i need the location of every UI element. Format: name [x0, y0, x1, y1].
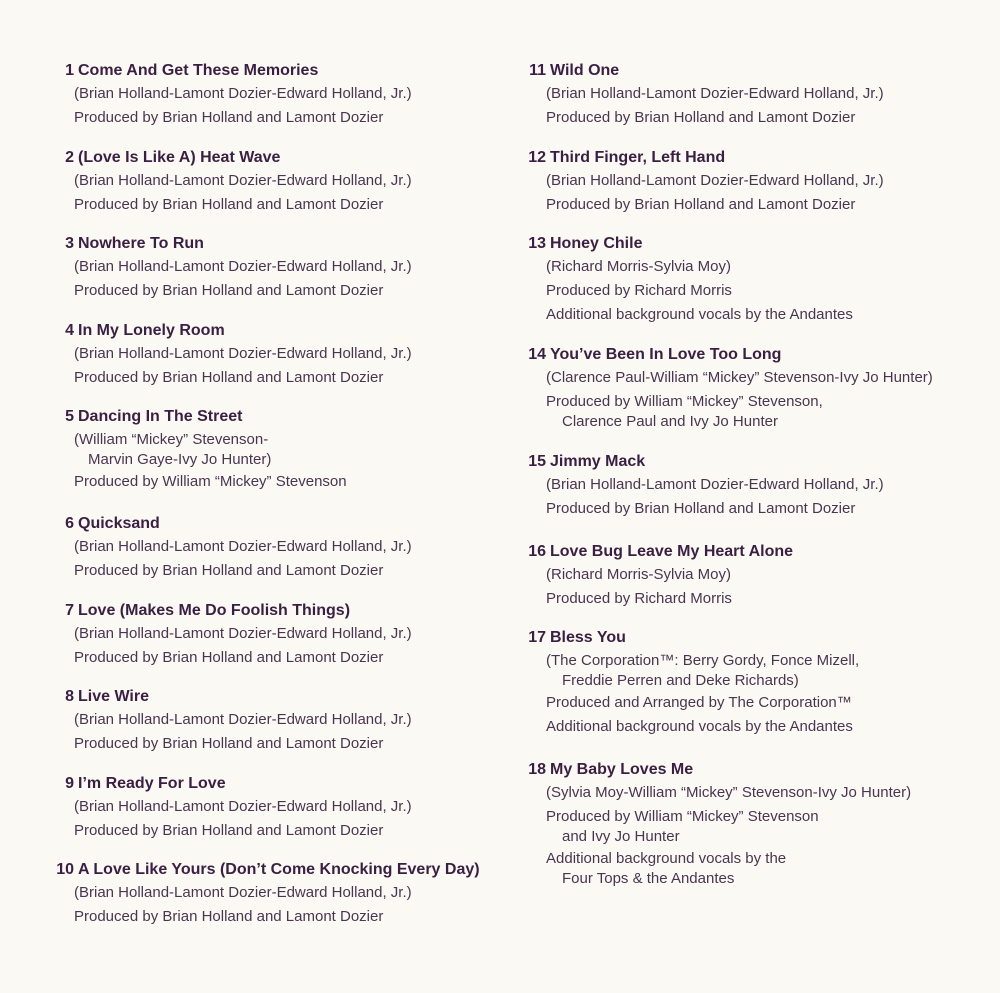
- track-writers: (Brian Holland-Lamont Dozier-Edward Holland, Jr.): [74, 711, 412, 728]
- track-title: Live Wire: [78, 688, 149, 705]
- track-writers: (Brian Holland-Lamont Dozier-Edward Holland, Jr.): [546, 171, 884, 189]
- track-entry: [44, 320, 494, 407]
- track-entry: [514, 233, 984, 344]
- track-producer: Produced by Brian Holland and Lamont Dozier: [74, 821, 384, 839]
- track-number: 9: [65, 774, 74, 792]
- track-entry: [44, 859, 494, 946]
- track-producer: Produced by Brian Holland and Lamont Dozier: [74, 282, 384, 299]
- track-producer: Produced by Brian Holland and Lamont Dozier: [546, 109, 856, 126]
- track-title-line: [514, 344, 984, 366]
- track-producer: Produced by Brian Holland and Lamont Dozier: [74, 195, 384, 213]
- track-title: In My Lonely Room: [78, 321, 225, 339]
- track-number: 10: [56, 861, 74, 878]
- track-list-left: [44, 60, 494, 946]
- track-producer: Produced by William “Mickey” Stevenson: [74, 473, 347, 490]
- track-title: Bless You: [550, 629, 626, 646]
- track-number: 1: [65, 62, 74, 79]
- track-writers: (Richard Morris-Sylvia Moy): [546, 258, 732, 275]
- track-title-line: [44, 686, 494, 708]
- track-number: 17: [528, 629, 546, 646]
- track-entry: [514, 147, 984, 234]
- track-list-right: [514, 60, 984, 889]
- track-number: 5: [65, 408, 74, 425]
- track-title-line: [44, 773, 494, 795]
- track-producer-continued: Clarence Paul and Ivy Jo Hunter: [562, 413, 778, 430]
- track-title: (Love Is Like A) Heat Wave: [78, 148, 281, 166]
- track-title: Dancing In The Street: [78, 408, 243, 425]
- track-number: 14: [528, 346, 546, 363]
- track-title-line: [514, 541, 984, 563]
- track-number: 4: [65, 321, 74, 339]
- track-producer: Produced by Brian Holland and Lamont Dozier: [74, 562, 384, 579]
- track-entry: [514, 344, 984, 451]
- track-entry: [44, 600, 494, 687]
- track-writers: (Brian Holland-Lamont Dozier-Edward Holland, Jr.): [546, 85, 884, 102]
- track-number: 2: [65, 148, 74, 166]
- track-title-line: [44, 233, 494, 255]
- track-title-line: [514, 60, 984, 82]
- track-title-line: [44, 513, 494, 535]
- track-title: I’m Ready For Love: [78, 774, 226, 792]
- track-entry: [44, 773, 494, 860]
- track-entry: [514, 60, 984, 147]
- track-writers: (The Corporation™: Berry Gordy, Fonce Mizell,: [546, 652, 860, 669]
- track-number: 18: [528, 761, 546, 778]
- track-title-line: [44, 600, 494, 622]
- track-title-line: [514, 627, 984, 649]
- track-producer: Produced by Brian Holland and Lamont Dozier: [546, 195, 856, 213]
- track-producer: Produced by Brian Holland and Lamont Dozier: [74, 648, 384, 666]
- track-vocals-note-continued: Four Tops & the Andantes: [562, 870, 735, 887]
- track-entry: [514, 759, 984, 889]
- track-number: 13: [528, 235, 546, 252]
- track-writers: (Richard Morris-Sylvia Moy): [546, 566, 732, 583]
- track-writers: (Sylvia Moy-William “Mickey” Stevenson-Ivy Jo Hunter): [546, 784, 912, 801]
- track-number: 12: [528, 148, 546, 166]
- track-entry: [514, 451, 984, 541]
- track-writers: (Brian Holland-Lamont Dozier-Edward Holland, Jr.): [74, 258, 412, 275]
- track-producer: Produced by Richard Morris: [546, 590, 732, 607]
- track-number: 3: [65, 235, 74, 252]
- track-producer: Produced by Richard Morris: [546, 282, 732, 299]
- track-writers: (Brian Holland-Lamont Dozier-Edward Holland, Jr.): [74, 344, 412, 362]
- track-entry: [44, 686, 494, 773]
- track-title-line: [514, 451, 984, 473]
- track-number: 7: [65, 601, 74, 619]
- track-title-line: [514, 147, 984, 169]
- track-title: Third Finger, Left Hand: [550, 148, 726, 166]
- track-title: Come And Get These Memories: [78, 62, 319, 79]
- track-writers: (Brian Holland-Lamont Dozier-Edward Holland, Jr.): [74, 884, 412, 901]
- track-writers: (Brian Holland-Lamont Dozier-Edward Holland, Jr.): [74, 797, 412, 815]
- track-entry: [514, 541, 984, 627]
- track-producer: Produced by Brian Holland and Lamont Dozier: [74, 735, 384, 752]
- track-producer-continued: and Ivy Jo Hunter: [562, 828, 680, 845]
- track-producer: Produced by William “Mickey” Stevenson: [546, 808, 819, 825]
- track-producer: Produced and Arranged by The Corporation™: [546, 694, 852, 711]
- track-title: A Love Like Yours (Don’t Come Knocking Every Day): [78, 861, 480, 878]
- track-writers: (Brian Holland-Lamont Dozier-Edward Holland, Jr.): [74, 171, 412, 189]
- track-title-line: [44, 320, 494, 342]
- track-writers: (Brian Holland-Lamont Dozier-Edward Holland, Jr.): [74, 85, 412, 102]
- track-producer: Produced by Brian Holland and Lamont Dozier: [546, 500, 856, 517]
- track-title: Jimmy Mack: [550, 453, 646, 470]
- track-producer: Produced by William “Mickey” Stevenson,: [546, 393, 823, 410]
- track-title: My Baby Loves Me: [550, 761, 694, 778]
- track-writers-continued: Freddie Perren and Deke Richards): [562, 672, 799, 689]
- track-title: Love (Makes Me Do Foolish Things): [78, 601, 351, 619]
- track-title: Love Bug Leave My Heart Alone: [550, 543, 794, 560]
- track-entry: [44, 406, 494, 513]
- track-writers: (Clarence Paul-William “Mickey” Stevenson-Ivy Jo Hunter): [546, 369, 933, 386]
- track-vocals-note: Additional background vocals by the Andantes: [546, 718, 853, 735]
- track-entry: [44, 233, 494, 320]
- track-title-line: [44, 406, 494, 428]
- track-title: Nowhere To Run: [78, 235, 204, 252]
- track-number: 6: [65, 515, 74, 532]
- track-number: 15: [528, 453, 546, 470]
- track-vocals-note: Additional background vocals by the Andantes: [546, 306, 853, 323]
- track-title-line: [514, 759, 984, 781]
- track-title-line: [514, 233, 984, 255]
- track-title-line: [44, 147, 494, 169]
- track-entry: [514, 627, 984, 759]
- track-producer: Produced by Brian Holland and Lamont Dozier: [74, 368, 384, 386]
- track-writers: (Brian Holland-Lamont Dozier-Edward Holland, Jr.): [74, 538, 412, 555]
- track-writers-continued: Marvin Gaye-Ivy Jo Hunter): [88, 451, 272, 468]
- track-title-line: [44, 60, 494, 82]
- track-writers: (William “Mickey” Stevenson-: [74, 431, 269, 448]
- track-producer: Produced by Brian Holland and Lamont Dozier: [74, 908, 384, 925]
- track-writers: (Brian Holland-Lamont Dozier-Edward Holland, Jr.): [74, 624, 412, 642]
- track-number: 16: [528, 543, 546, 560]
- track-title: You’ve Been In Love Too Long: [550, 346, 782, 363]
- track-title: Quicksand: [78, 515, 160, 532]
- track-vocals-note: Additional background vocals by the: [546, 850, 787, 867]
- track-entry: [44, 60, 494, 147]
- track-title: Wild One: [550, 62, 620, 79]
- track-writers: (Brian Holland-Lamont Dozier-Edward Holland, Jr.): [546, 476, 884, 493]
- track-producer: Produced by Brian Holland and Lamont Dozier: [74, 109, 384, 126]
- track-title: Honey Chile: [550, 235, 643, 252]
- track-number: 11: [529, 62, 546, 79]
- track-entry: [44, 513, 494, 600]
- track-entry: [44, 147, 494, 234]
- track-number: 8: [65, 688, 74, 705]
- track-title-line: [44, 859, 494, 881]
